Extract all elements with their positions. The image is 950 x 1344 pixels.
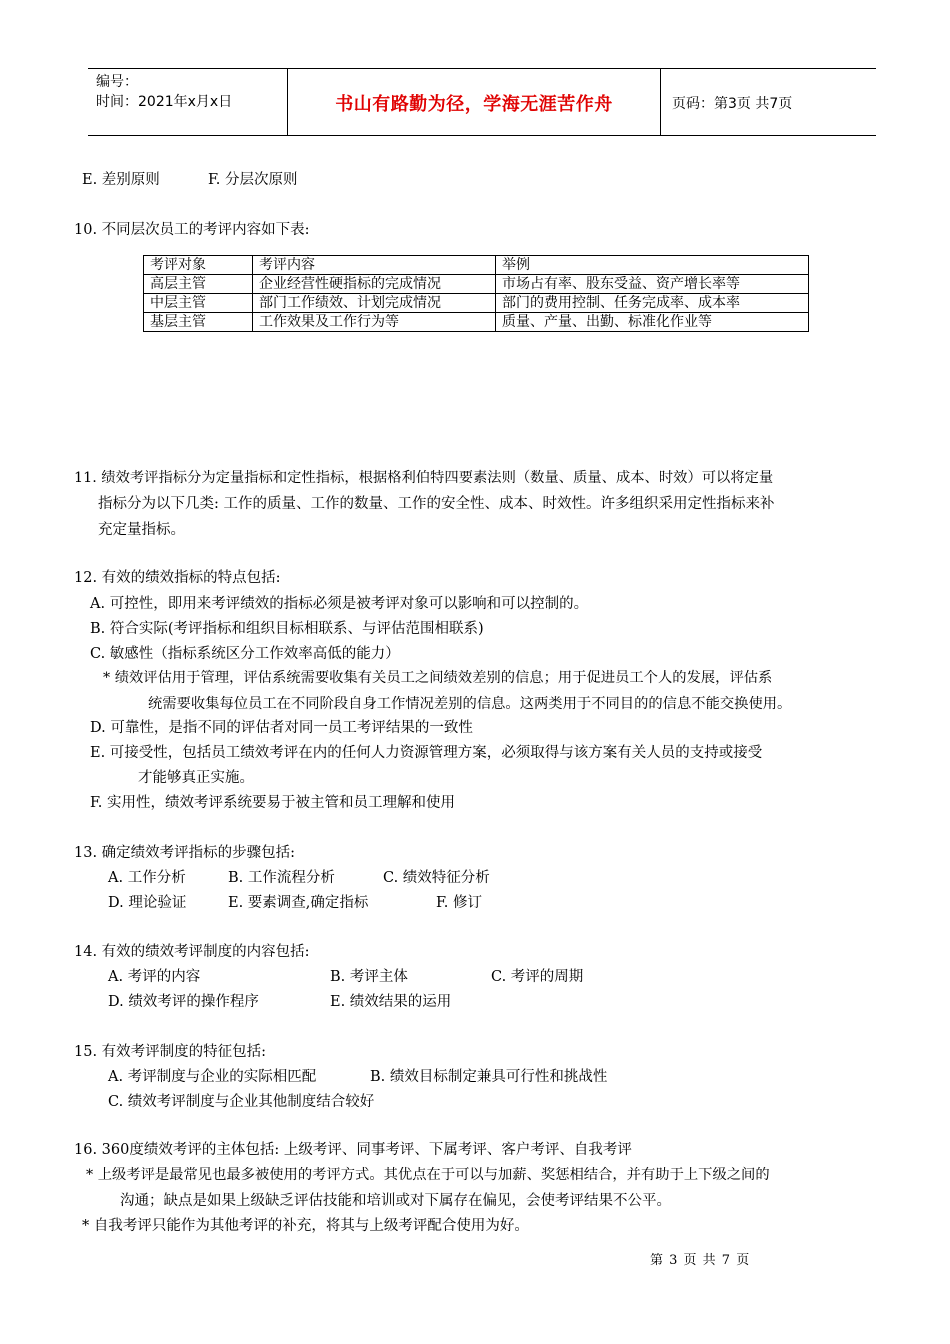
table-header-cell: 举例 [496,256,809,275]
question-13-option-d: D. 理论验证 [108,895,187,911]
question-11-line-2: 指标分为以下几类: 工作的质量、工作的数量、工作的安全性、成本、时效性。许多组织采用定性指标来补 [98,496,775,512]
question-13-option-a: A. 工作分析 [108,870,186,886]
question-11-line-3: 充定量指标。 [98,522,185,538]
question-13-option-c: C. 绩效特征分析 [383,870,490,886]
question-14-option-b: B. 考评主体 [330,969,408,985]
question-12-option-a: A. 可控性，即用来考评绩效的指标必须是被考评对象可以影响和可以控制的。 [90,596,589,612]
header-page-label: 页码：第3页 共7页 [672,96,793,112]
table-cell: 高层主管 [144,275,253,294]
question-12-note-line-2: 统需要收集每位员工在不同阶段自身工作情况差别的信息。这两类用于不同目的的信息不能交换使用。 [148,696,792,712]
question-14-option-a: A. 考评的内容 [108,969,201,985]
header-top-rule [88,68,876,69]
header-divider-right [660,68,661,135]
table-header-row [144,256,809,275]
question-15-option-a: A. 考评制度与企业的实际相匹配 [108,1069,317,1085]
table-row [144,313,809,332]
question-11-line-1: 11. 绩效考评指标分为定量指标和定性指标，根据格利伯特四要素法则（数量、质量、成本、时效）可以将定量 [74,470,774,486]
table-row [144,275,809,294]
question-14: 14. 有效的绩效考评制度的内容包括: [74,944,310,960]
option-f-hierarchy: F. 分层次原则 [208,172,298,188]
table-cell: 质量、产量、出勤、标准化作业等 [496,313,809,332]
header-time: 时间：2021年x月x日 [96,94,233,110]
question-16-note-line-3: * 自我考评只能作为其他考评的补充，将其与上级考评配合使用为好。 [82,1218,529,1234]
question-14-option-e: E. 绩效结果的运用 [330,994,452,1010]
footer-page-number: 第 3 页 共 7 页 [650,1253,751,1268]
question-10: 10. 不同层次员工的考评内容如下表: [74,222,310,238]
table-cell: 工作效果及工作行为等 [253,313,496,332]
option-e-differentiation: E. 差别原则 [82,172,160,188]
table-header-cell: 考评对象 [144,256,253,275]
question-12-option-b: B. 符合实际(考评指标和组织目标相联系、与评估范围相联系) [90,621,484,637]
question-12: 12. 有效的绩效指标的特点包括: [74,570,281,586]
header-info [96,72,232,112]
question-12-option-f: F. 实用性，绩效考评系统要易于被主管和员工理解和使用 [90,795,456,811]
question-12-option-e-line-2: 才能够真正实施。 [138,770,254,786]
question-12-option-d: D. 可靠性，是指不同的评估者对同一员工考评结果的一致性 [90,720,473,736]
header-motto: 书山有路勤为径，学海无涯苦作舟 [335,94,613,115]
question-13: 13. 确定绩效考评指标的步骤包括: [74,845,296,861]
question-12-option-e-line-1: E. 可接受性，包括员工绩效考评在内的任何人力资源管理方案，必须取得与该方案有关人员的支持或接受 [90,745,763,761]
question-16-note-line-2: 沟通；缺点是如果上级缺乏评估技能和培训或对下属存在偏见，会使考评结果不公平。 [120,1193,671,1209]
table-cell: 企业经营性硬指标的完成情况 [253,275,496,294]
table-cell: 市场占有率、股东受益、资产增长率等 [496,275,809,294]
question-12-option-c: C. 敏感性（指标系统区分工作效率高低的能力） [90,646,400,662]
table-cell: 中层主管 [144,294,253,313]
table-row [144,294,809,313]
question-13-option-b: B. 工作流程分析 [228,870,335,886]
question-14-option-c: C. 考评的周期 [491,969,584,985]
question-13-option-f: F. 修订 [436,895,483,911]
question-14-option-d: D. 绩效考评的操作程序 [108,994,259,1010]
header-bottom-rule [88,135,876,136]
question-15-option-c: C. 绩效考评制度与企业其他制度结合较好 [108,1094,375,1110]
table-cell: 基层主管 [144,313,253,332]
table-cell: 部门的费用控制、任务完成率、成本率 [496,294,809,313]
question-12-note-line-1: * 绩效评估用于管理，评估系统需要收集有关员工之间绩效差别的信息；用于促进员工个人的发展，评估系 [103,670,773,686]
question-13-option-e: E. 要素调查,确定指标 [228,895,369,911]
header-number: 编号： [96,74,138,90]
table-cell: 部门工作绩效、计划完成情况 [253,294,496,313]
question-15: 15. 有效考评制度的特征包括: [74,1044,267,1060]
evaluation-table [143,255,809,332]
question-16: 16. 360度绩效考评的主体包括: 上级考评、同事考评、下属考评、客户考评、自我考评 [74,1142,632,1158]
table-header-cell: 考评内容 [253,256,496,275]
question-16-note-line-1: * 上级考评是最常见也最多被使用的考评方式。其优点在于可以与加薪、奖惩相结合，并有助于上下级之间的 [86,1167,770,1183]
question-15-option-b: B. 绩效目标制定兼具可行性和挑战性 [370,1069,608,1085]
